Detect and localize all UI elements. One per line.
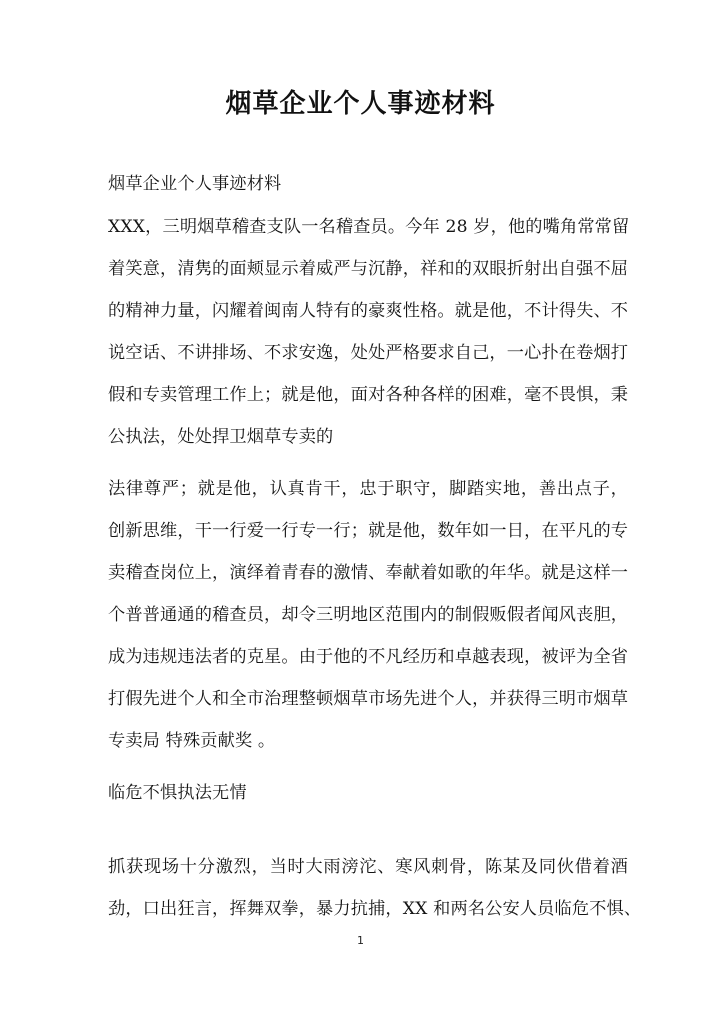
page-number: 1 (357, 934, 364, 947)
body-text-line: 卖稽查岗位上，演绎着青春的激情、奉献着如歌的年华。就是这样一 (108, 563, 629, 583)
body-text-line: 专卖局 特殊贡献奖 。 (108, 731, 276, 751)
body-text-line: 打假先进个人和全市治理整顿烟草市场先进个人，并获得三明市烟草 (108, 689, 629, 709)
body-text-line: 创新思维，干一行爱一行专一行；就是他，数年如一日，在平凡的专 (108, 521, 629, 541)
body-text-line: 公执法，处处捍卫烟草专卖的 (108, 427, 334, 447)
body-text-line: 着笑意，清隽的面颊显示着威严与沉静，祥和的双眼折射出自强不屈 (108, 259, 629, 279)
body-text-line: 个普普通通的稽查员，却令三明地区范围内的制假贩假者闻风丧胆， (108, 605, 629, 625)
body-text-line: 临危不惧执法无情 (108, 783, 247, 803)
body-text-line: 抓获现场十分激烈，当时大雨滂沱、寒风刺骨，陈某及同伙借着酒 (108, 857, 628, 877)
body-text-line: 法律尊严；就是他，认真肯干，忠于职守，脚踏实地，善出点子， (108, 479, 628, 499)
body-text-line: 的精神力量，闪耀着闽南人特有的豪爽性格。就是他，不计得失、不 (108, 301, 629, 321)
body-text-line: 烟草企业个人事迹材料 (108, 174, 282, 194)
body-text-line: XXX，三明烟草稽查支队一名稽查员。今年 28 岁，他的嘴角常常留 (108, 217, 630, 237)
document-title: 烟草企业个人事迹材料 (225, 89, 496, 119)
body-text-line: 劲，口出狂言，挥舞双拳，暴力抗捕，XX 和两名公安人员临危不惧、 (108, 899, 642, 919)
body-text-line: 成为违规违法者的克星。由于他的不凡经历和卓越表现，被评为全省 (108, 647, 629, 667)
body-text-line: 说空话、不讲排场、不求安逸，处处严格要求自己，一心扑在卷烟打 (108, 343, 629, 363)
body-text-line: 假和专卖管理工作上；就是他，面对各种各样的困难，毫不畏惧，秉 (108, 385, 629, 405)
